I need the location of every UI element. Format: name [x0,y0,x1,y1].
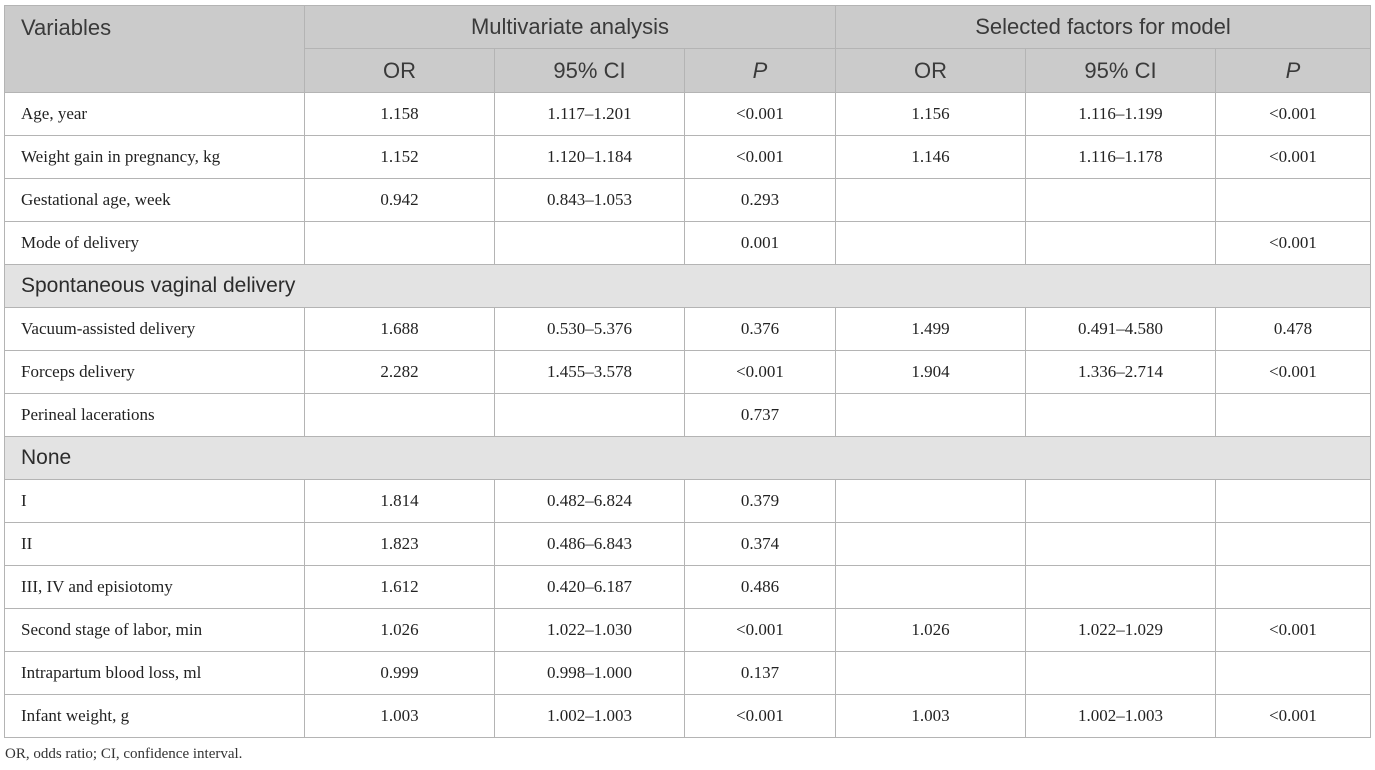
cell-ci-multivariate: 0.420–6.187 [495,566,685,609]
cell-p-selected: 0.478 [1216,308,1371,351]
header-group-selected: Selected factors for model [836,6,1371,49]
cell-p-multivariate: <0.001 [685,136,836,179]
cell-p-multivariate: <0.001 [685,695,836,738]
cell-or-multivariate: 2.282 [305,351,495,394]
cell-p-multivariate: <0.001 [685,93,836,136]
cell-ci-selected [1026,480,1216,523]
cell-p-selected [1216,480,1371,523]
table-row [5,136,1371,179]
cell-p-multivariate: 0.137 [685,652,836,695]
table-row [5,351,1371,394]
cell-p-multivariate: <0.001 [685,351,836,394]
cell-or-selected: 1.146 [836,136,1026,179]
cell-or-selected [836,179,1026,222]
cell-or-multivariate: 1.612 [305,566,495,609]
cell-ci-multivariate: 1.002–1.003 [495,695,685,738]
cell-ci-multivariate: 1.022–1.030 [495,609,685,652]
table-header [5,6,1371,93]
cell-p-selected: <0.001 [1216,609,1371,652]
row-label: Age, year [5,93,305,136]
cell-p-selected: <0.001 [1216,222,1371,265]
cell-ci-selected: 1.116–1.178 [1026,136,1216,179]
header-or-multivariate: OR [305,49,495,93]
section-row [5,437,1371,480]
cell-p-multivariate: 0.376 [685,308,836,351]
header-ci-selected: 95% CI [1026,49,1216,93]
cell-ci-selected: 0.491–4.580 [1026,308,1216,351]
row-label: I [5,480,305,523]
cell-or-multivariate: 1.026 [305,609,495,652]
cell-or-multivariate: 1.152 [305,136,495,179]
row-label: III, IV and episiotomy [5,566,305,609]
table-row [5,179,1371,222]
cell-p-selected [1216,652,1371,695]
cell-p-selected: <0.001 [1216,93,1371,136]
cell-ci-multivariate: 0.530–5.376 [495,308,685,351]
cell-ci-selected: 1.002–1.003 [1026,695,1216,738]
table-row [5,609,1371,652]
cell-ci-multivariate: 0.843–1.053 [495,179,685,222]
cell-ci-multivariate [495,394,685,437]
table-row [5,523,1371,566]
cell-p-multivariate: 0.737 [685,394,836,437]
table-row [5,308,1371,351]
cell-p-multivariate: 0.374 [685,523,836,566]
cell-ci-selected [1026,222,1216,265]
cell-or-selected [836,480,1026,523]
table-row [5,652,1371,695]
cell-or-multivariate: 1.158 [305,93,495,136]
table-body [5,93,1371,738]
cell-p-selected: <0.001 [1216,695,1371,738]
cell-or-multivariate [305,222,495,265]
cell-ci-multivariate [495,222,685,265]
cell-ci-selected [1026,394,1216,437]
cell-ci-multivariate: 1.117–1.201 [495,93,685,136]
cell-or-selected [836,523,1026,566]
cell-or-selected: 1.026 [836,609,1026,652]
cell-or-multivariate: 1.823 [305,523,495,566]
results-table [4,5,1371,738]
cell-p-multivariate: <0.001 [685,609,836,652]
table-container [4,5,1370,738]
header-p-multivariate: P [685,49,836,93]
row-label: Vacuum-assisted delivery [5,308,305,351]
cell-p-selected [1216,566,1371,609]
row-label: Gestational age, week [5,179,305,222]
cell-p-multivariate: 0.293 [685,179,836,222]
table-row [5,93,1371,136]
cell-ci-selected: 1.022–1.029 [1026,609,1216,652]
table-row [5,394,1371,437]
row-label: Second stage of labor, min [5,609,305,652]
cell-p-selected [1216,179,1371,222]
header-variables: Variables [5,6,305,93]
cell-ci-selected: 1.336–2.714 [1026,351,1216,394]
header-p-selected: P [1216,49,1371,93]
row-label: Forceps delivery [5,351,305,394]
cell-or-multivariate [305,394,495,437]
cell-ci-multivariate: 1.455–3.578 [495,351,685,394]
cell-or-multivariate: 1.688 [305,308,495,351]
table-row [5,480,1371,523]
row-label: Mode of delivery [5,222,305,265]
cell-p-selected [1216,523,1371,566]
cell-p-multivariate: 0.486 [685,566,836,609]
row-label: Perineal lacerations [5,394,305,437]
cell-or-selected: 1.904 [836,351,1026,394]
cell-or-selected [836,222,1026,265]
cell-or-selected [836,566,1026,609]
section-label: Spontaneous vaginal delivery [5,265,1371,308]
cell-or-multivariate: 1.814 [305,480,495,523]
row-label: Weight gain in pregnancy, kg [5,136,305,179]
header-or-selected: OR [836,49,1026,93]
cell-or-multivariate: 0.999 [305,652,495,695]
table-footnote: OR, odds ratio; CI, confidence interval. [5,746,243,762]
cell-ci-selected [1026,566,1216,609]
cell-p-selected: <0.001 [1216,351,1371,394]
cell-ci-selected: 1.116–1.199 [1026,93,1216,136]
cell-p-multivariate: 0.001 [685,222,836,265]
section-row [5,265,1371,308]
row-label: Intrapartum blood loss, ml [5,652,305,695]
row-label: II [5,523,305,566]
cell-ci-multivariate: 0.482–6.824 [495,480,685,523]
header-group-multivariate: Multivariate analysis [305,6,836,49]
section-label: None [5,437,1371,480]
cell-ci-multivariate: 1.120–1.184 [495,136,685,179]
cell-ci-selected [1026,179,1216,222]
cell-p-multivariate: 0.379 [685,480,836,523]
table-row [5,222,1371,265]
cell-or-multivariate: 1.003 [305,695,495,738]
cell-or-selected: 1.003 [836,695,1026,738]
cell-p-selected: <0.001 [1216,136,1371,179]
cell-ci-selected [1026,652,1216,695]
cell-or-selected [836,394,1026,437]
row-label: Infant weight, g [5,695,305,738]
cell-ci-multivariate: 0.486–6.843 [495,523,685,566]
cell-or-multivariate: 0.942 [305,179,495,222]
header-ci-multivariate: 95% CI [495,49,685,93]
cell-or-selected: 1.156 [836,93,1026,136]
table-row [5,695,1371,738]
cell-p-selected [1216,394,1371,437]
cell-ci-selected [1026,523,1216,566]
table-row [5,566,1371,609]
cell-or-selected: 1.499 [836,308,1026,351]
cell-or-selected [836,652,1026,695]
cell-ci-multivariate: 0.998–1.000 [495,652,685,695]
